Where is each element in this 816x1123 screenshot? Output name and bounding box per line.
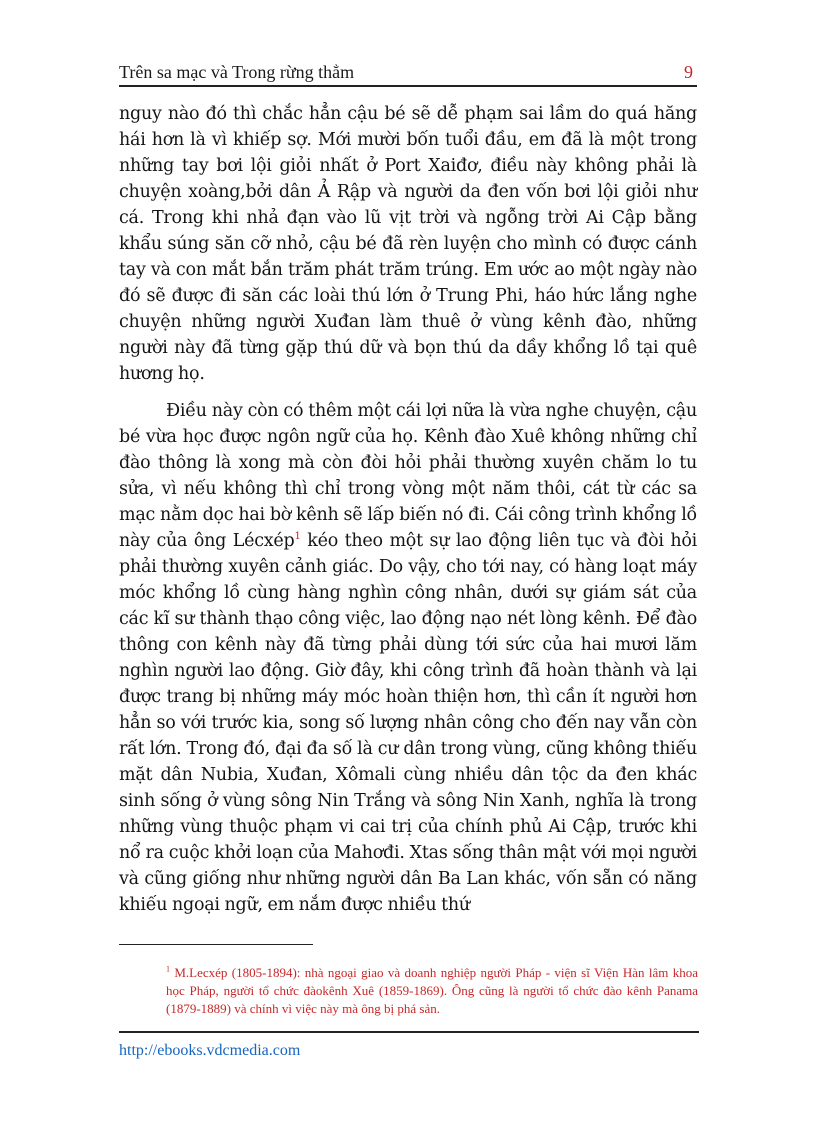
footnote [166,964,698,1018]
footnote-reference[interactable]: 1 [294,531,301,543]
page-header [119,58,697,87]
footnote-divider [119,944,313,945]
paragraph-2-part-1: Điều này còn có thêm một cái lợi nữa là vừa nghe chuyện, cậu bé vừa học được ngôn ngữ của họ. Kênh đào Xuê không những chỉ đào thông là xong mà còn đòi hỏi phải thường xuyên chăm lo tu sửa, vì nếu không thì chỉ trong vòng một năm thôi, cát từ các sa mạc nằm dọc hai bờ kênh sẽ lấp biến nó đi. Cái công trình khổng lồ này của ông Lécxép [119,401,697,551]
page-number: 9 [684,62,693,82]
paragraph-1: nguy nào đó thì chắc hẳn cậu bé sẽ dễ phạm sai lầm do quá hăng hái hơn là vì khiếp sợ. Mới mười bốn tuổi đầu, em đã là một trong những tay bơi lội giỏi nhất ở Port Xaiđơ, điều này không phải là chuyện xoàng,bởi dân Ả Rập và người da đen vốn bơi lội giỏi như cá. Trong khi nhả đạn vào lũ vịt trời và ngỗng trời Ai Cập bằng khẩu súng săn cỡ nhỏ, cậu bé đã rèn luyện cho mình có được cánh tay và con mắt bắn trăm phát trăm trúng. Em ước ao một ngày nào đó sẽ được đi săn các loài thú lớn ở Trung Phi, háo hức lắng nghe chuyện những người Xuđan làm thuê ở vùng kênh đào, những người này đã từng gặp thú dữ và bọn thú da dầy khổng lồ tại quê hương họ. [119,104,697,384]
paragraph-2-part-2: kéo theo một sự lao động liên tục và đòi hỏi phải thường xuyên cảnh giác. Do vậy, cho tới nay, có hàng loạt máy móc khổng lồ cùng hàng nghìn công nhân, dưới sự giám sát của các kĩ sư thành thạo công việc, lao động nạo nét lòng kênh. Để đào thông con kênh này đã từng phải dùng tới sức của hai mươi lăm nghìn người lao động. Giờ đây, khi công trình đã hoàn thành và lại được trang bị những máy móc hoàn thiện hơn, thì cần ít người hơn hẳn so với trước kia, song số lượng nhân công cho đến nay vẫn còn rất lớn. Trong đó, đại đa số là cư dân trong vùng, cũng không thiếu mặt dân Nubia, Xuđan, Xômali cùng nhiều dân tộc da đen khác sinh sống ở vùng sông Nin Trắng và sông Nin Xanh, nghĩa là trong những vùng thuộc phạm vi cai trị của chính phủ Ai Cập, trước khi nổ ra cuộc khởi loạn của Mahơđi. Xtas sống thân mật với mọi người và cũng giống như những người dân Ba Lan khác, vốn sẵn có năng khiếu ngoại ngữ, em nắm được nhiều thứ [119,531,697,915]
running-title: Trên sa mạc và Trong rừng thẳm [119,62,355,82]
footnote-number: 1 [166,964,170,974]
footer-link[interactable]: http://ebooks.vdcmedia.com [119,1042,301,1059]
body-text [119,101,697,918]
footer-divider [119,1031,699,1033]
footnote-text: M.Lecxép (1805-1894): nhà ngoại giao và doanh nghiệp người Pháp - viện sĩ Viện Hàn lâm khoa học Pháp, người tổ chức đàokênh Xuê (1859-1869). Ông cũng là người tổ chức đào kênh Panama (1879-1889) và chính vì việc này mà ông bị phá sản. [166,965,698,1016]
paragraph-2 [119,398,697,918]
